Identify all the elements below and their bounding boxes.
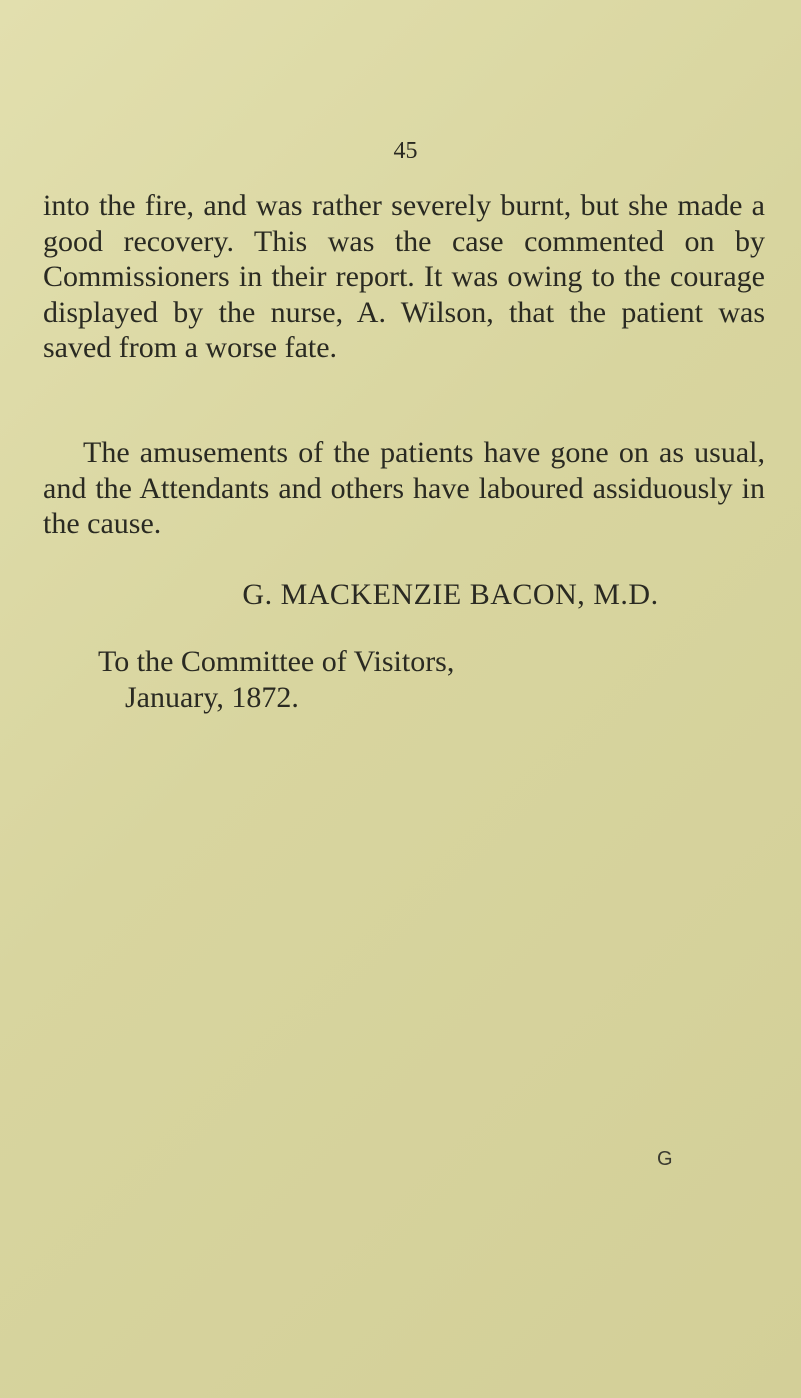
printer-signature-mark: G	[657, 1148, 673, 1170]
date-line: January, 1872.	[125, 681, 299, 714]
page-number: 45	[393, 138, 418, 164]
paragraph-1: into the fire, and was rather severely burnt, but she made a good recovery. This was the case commented on by Commissioners in their report. It was owing to the courage displayed by the nurse, A. Wilson, that the patient was saved from a worse fate.	[43, 189, 765, 364]
paragraph-2: The amusements of the patients have gone on as usual, and the Attendants and others have laboured assiduously in the cause.	[43, 436, 765, 540]
author-signature: G. MACKENZIE BACON, M.D.	[242, 578, 659, 611]
addressee-line: To the Committee of Visitors,	[98, 645, 455, 678]
